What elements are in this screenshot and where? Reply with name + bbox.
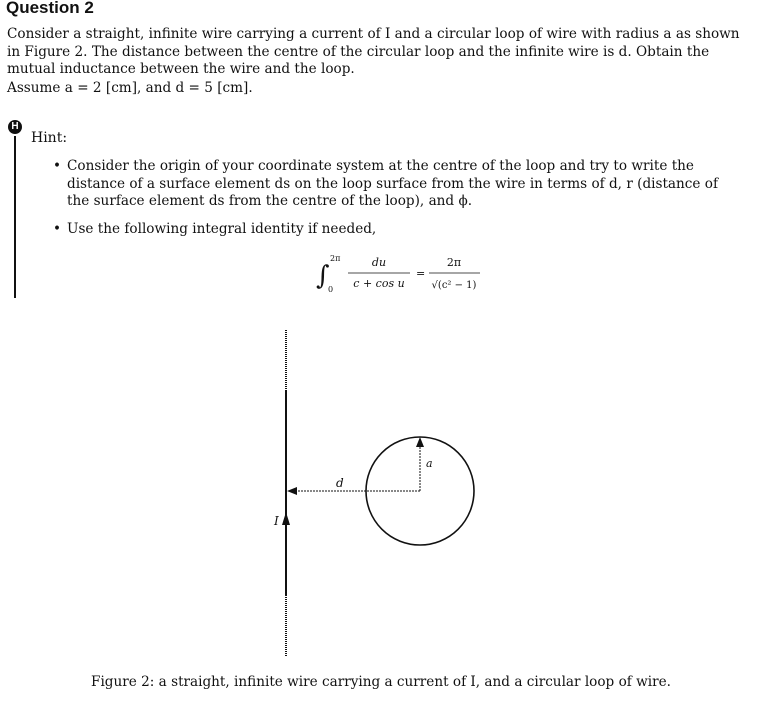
figure-diagram [0,320,762,660]
integral-formula [310,248,490,298]
hint-bullet-1: • Consider the origin of your coordinate system at the centre of the loop and try to write the distance of a surface element ds on the loop surface from the wire in terms of d, r (distance of the surface element ds from the centre of the loop), and ϕ. [52,158,742,211]
denominator-right: √(c² − 1) [431,280,477,291]
numerator-right: 2π [446,256,462,269]
equals-sign: = [416,267,426,280]
hint-bullet-2: • Use the following integral identity if needed, [52,221,742,239]
current-arrow [282,512,290,525]
question-title: Question 2 [6,0,94,17]
hint-icon: H [8,120,22,134]
assumption-text: Assume a = 2 [cm], and d = 5 [cm]. [7,80,253,96]
figure-caption: Figure 2: a straight, infinite wire carrying a current of I, and a circular loop of wire. [91,674,671,690]
numerator-left: du [371,256,387,269]
integral-lower-limit: 0 [328,285,334,294]
label-current: I [274,514,279,528]
integral-upper-limit: 2π [330,254,341,263]
hint-title: Hint: [31,130,68,146]
label-radius: a [426,457,433,470]
distance-arrow-head [287,487,297,495]
radius-arrow-head [416,437,424,447]
label-distance: d [336,476,344,490]
hint-bullet-list [52,158,742,248]
hint-bar [14,136,16,298]
denominator-left: c + cos u [353,277,405,290]
integral-sign: ∫ [316,261,330,291]
question-body: Consider a straight, infinite wire carrying a current of I and a circular loop of wire with radius a as shown in Figure 2. The distance between the centre of the circular loop and the infinite wire is d. Obtain the mutual inductance between the wire and the loop. [7,26,740,77]
